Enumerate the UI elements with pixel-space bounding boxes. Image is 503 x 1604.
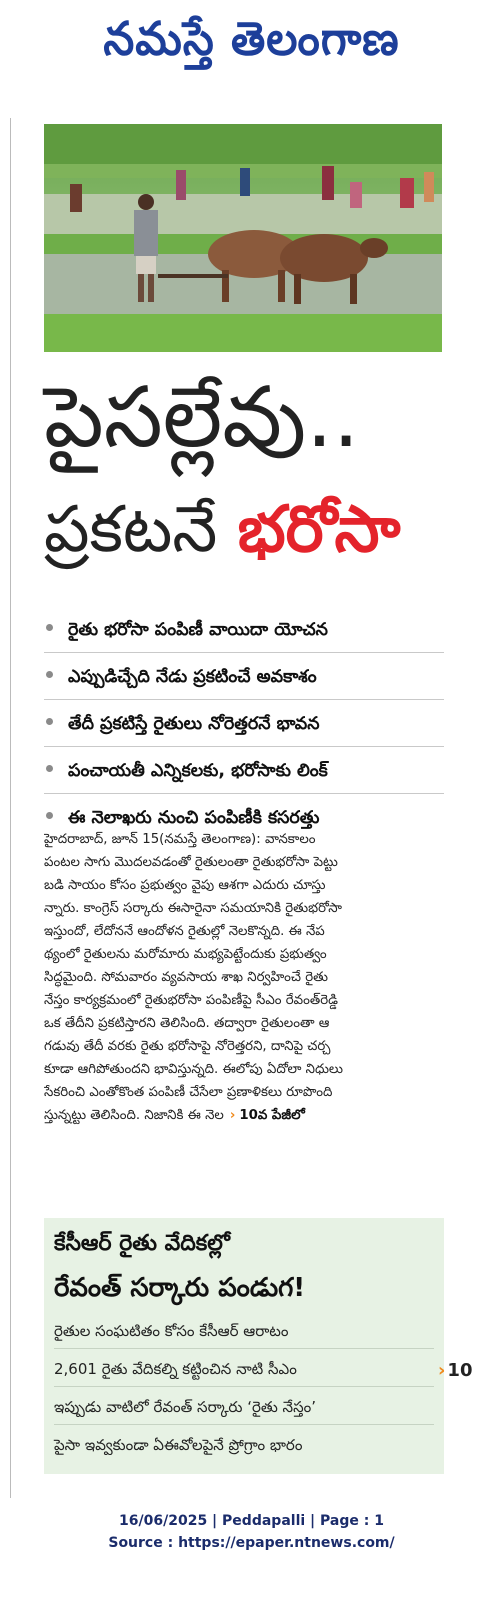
highlights-list <box>44 610 444 844</box>
box-page-ref[interactable]: › 10 <box>438 1360 473 1381</box>
body-line: గడువు తేదీ వరకు రైతు భరోసాపై నోరెత్తరని, దానిపై చర్చ <box>44 1039 331 1054</box>
box-heading-2: రేవంత్ సర్కారు పండుగ! <box>54 1273 306 1303</box>
bullet-icon <box>46 671 53 678</box>
body-line: సేకరించి ఎంతోకొంత పంపిణీ చేసేలా ప్రణాళికలు రూపొంది <box>44 1085 333 1100</box>
body-line: హైదరాబాద్, జూన్ 15(నమస్తే తెలంగాణ): వానకాలం <box>44 832 316 847</box>
subheadline-part1: ప్రకటనే <box>44 493 238 567</box>
body-line: బడి సాయం కోసం ప్రభుత్వం వైపు ఆశగా ఎదురు చూస్తు <box>44 878 326 893</box>
chevron-right-icon: › <box>229 1108 236 1123</box>
box-line: 2,601 రైతు వేదికల్ని కట్టించిన నాటి సీఎం <box>54 1352 434 1387</box>
body-line: న్నారు. కాంగ్రెస్ సర్కారు ఈసారైనా సమయానికి రైతుభరోసా <box>44 901 342 916</box>
bullet-icon <box>46 624 53 631</box>
footer <box>0 1510 503 1554</box>
box-line: రైతుల సంఘటితం కోసం కేసీఆర్ ఆరాటం <box>54 1314 434 1349</box>
highlight-item: పంచాయతీ ఎన్నికలకు, భరోసాకు లింక్ <box>44 751 444 794</box>
sidebar-box <box>44 1218 473 1474</box>
footer-date-line: 16/06/2025 | Peddapalli | Page : 1 <box>119 1513 384 1529</box>
bullet-icon <box>46 718 53 725</box>
newspaper-title: నమస్తే తెలంగాణ <box>103 12 400 67</box>
box-line: ఇప్పుడు వాటిలో రేవంత్ సర్కారు ‘రైతు నేస్తం’ <box>54 1390 434 1425</box>
headline: పైసల్లేవు.. <box>44 368 360 466</box>
body-line: సిద్ధమైంది. సోమవారం వ్యవసాయ శాఖ నిర్వహించే రైతు <box>44 970 329 985</box>
continued-link[interactable]: › 10వ పేజీలో <box>229 1108 305 1123</box>
body-line: నేస్తం కార్యక్రమంలో రైతుభరోసా పంపిణీపై సీఎం రేవంత్‌రెడ్డి <box>44 993 338 1008</box>
article-body <box>44 828 440 1127</box>
column-divider <box>10 118 11 1498</box>
highlight-item: తేదీ ప్రకటిస్తే రైతులు నోరెత్తరనే భావన <box>44 704 444 747</box>
body-line: పంటల సాగు మొదలవడంతో రైతులంతా రైతుభరోసా పెట్టు <box>44 855 338 870</box>
highlight-item: రైతు భరోసా పంపిణీ వాయిదా యోచన <box>44 610 444 653</box>
body-line: థ్యంలో రైతులను మరోమారు మభ్యపెట్టేందుకు ప్రభుత్వం <box>44 947 327 962</box>
body-line: ఇస్తుందో, లేదోననే ఆందోళన రైతుల్లో నెలకొన్నది. ఈ నేప <box>44 924 325 939</box>
farmers-ploughing-image <box>44 124 442 352</box>
masthead <box>0 0 503 84</box>
subheadline <box>44 480 484 580</box>
article-photo <box>44 124 442 352</box>
subheadline-part2: భరోసా <box>237 493 401 567</box>
footer-source-line[interactable]: Source : https://epaper.ntnews.com/ <box>108 1535 395 1551</box>
body-line-last: స్తున్నట్టు తెలిసింది. నిజానికి ఈ నెల › 10వ పేజీలో <box>44 1104 440 1127</box>
highlight-item: ఈ నెలాఖరు నుంచి పంపిణీకి కసరత్తు <box>44 798 444 840</box>
bullet-icon <box>46 765 53 772</box>
body-line: కూడా ఆగిపోతుందని భావిస్తున్నది. ఈలోపు ఏదోలా నిధులు <box>44 1062 343 1077</box>
bullet-icon <box>46 812 53 819</box>
box-heading-1: కేసీఆర్ రైతు వేదికల్లో <box>54 1231 230 1256</box>
chevron-right-icon: › <box>438 1360 446 1381</box>
body-line: ఒక తేదీని ప్రకటిస్తారని తెలిసింది. తద్వారా రైతులంతా ఆ <box>44 1016 330 1031</box>
highlight-item: ఎప్పుడిచ్చేది నేడు ప్రకటించే అవకాశం <box>44 657 444 700</box>
box-line: పైసా ఇవ్వకుండా ఏఈవోలపైనే ప్రోగ్రాం భారం <box>54 1436 303 1454</box>
